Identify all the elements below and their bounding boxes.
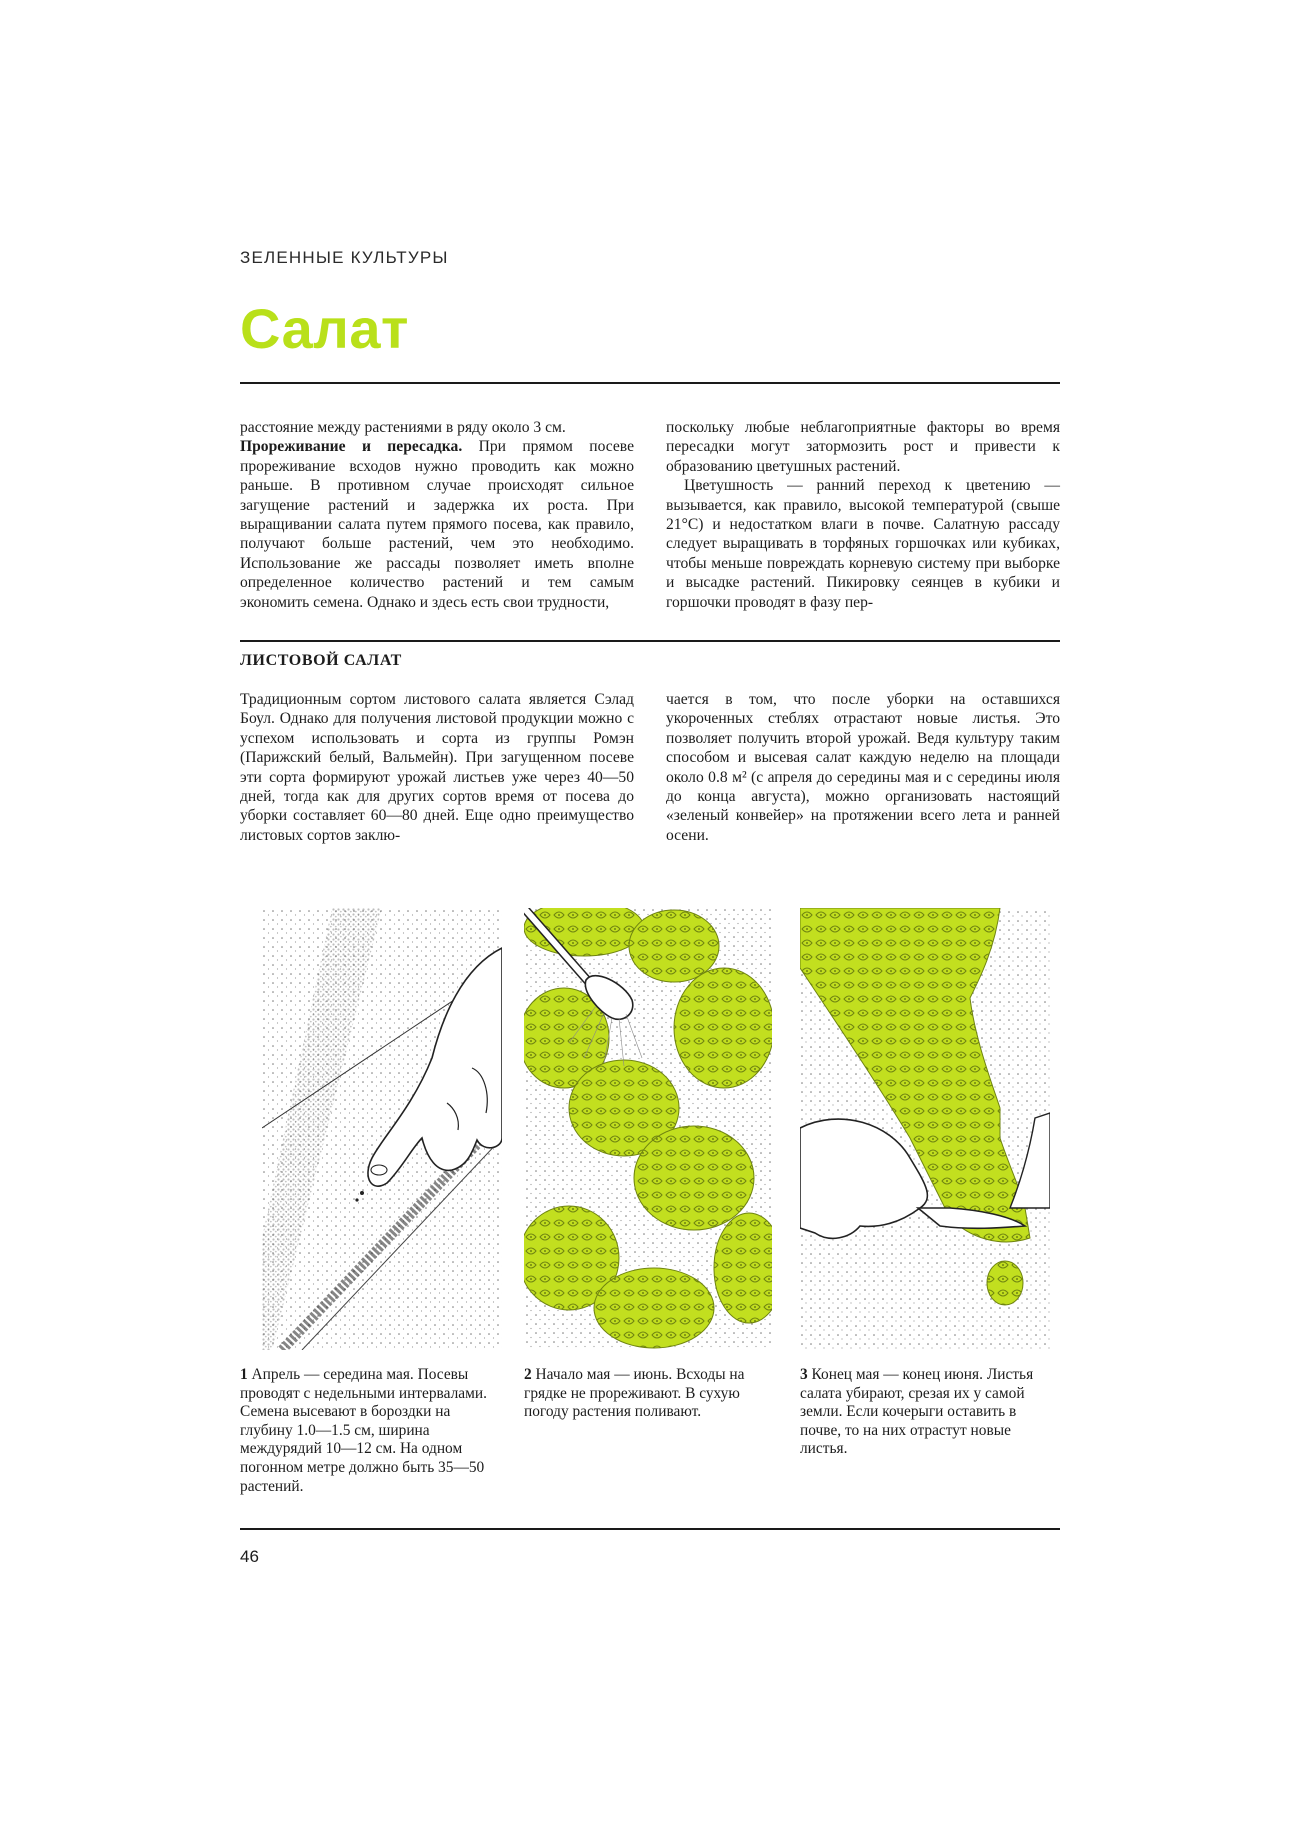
intro-right-column	[666, 418, 1060, 612]
section-heading: ЛИСТОВОЙ САЛАТ	[240, 652, 402, 669]
caption-1-number: 1	[240, 1366, 248, 1383]
caption-2-text: Начало мая — июнь. Всходы на грядке не прореживают. В сухую погоду растения поливают.	[524, 1366, 745, 1421]
caption-3	[800, 1366, 1050, 1459]
caption-1	[240, 1366, 490, 1496]
section-right-column	[666, 690, 1060, 845]
thinning-subheading: Прореживание и пересадка.	[240, 438, 463, 456]
intro-left-paragraph-1: расстояние между растениями в ряду около 3 см.	[240, 419, 566, 436]
section-right-paragraph: чается в том, что после уборки на оставшихся укороченных стеблях отрастают новые листья. Это позволяет получить второй урожай. Ведя культуру таким способом и высевая салат каждую неделю на площади около 0.8 м² (с апреля до середины мая и с середины июля до конца августа), можно организовать настоящий «зеленый конвейер» на протяжении всего лета и ранней осени.	[666, 691, 1060, 844]
section-left-paragraph: Традиционным сортом листового салата является Сэлад Боул. Однако для получения листовой продукции можно с успехом использовать и сорта из группы Ромэн (Парижский белый, Вальмейн). При загущенном посеве эти сорта формируют урожай листьев уже через 40—50 дней, тогда как для других сортов время от посева до уборки составляет 60—80 дней. Еще одно преимущество листовых сортов заклю-	[240, 691, 634, 844]
thinning-text: При прямом посеве прореживание всходов нужно проводить как можно раньше. В противном случае происходят сильное загущение растений и задержка их роста. При выращивании салата путем прямого посева, как правило, получают больше растений, чем это необходимо. Использование же рассады позволяет иметь вполне определенное количество растений и тем самым экономить семена. Однако и здесь есть свои трудности,	[240, 438, 634, 611]
illustration-harvest	[800, 908, 1050, 1350]
cut-stump	[987, 1261, 1023, 1305]
caption-3-text: Конец мая — конец июня. Листья салата убирают, срезая их у самой земли. Если кочерыги оставить в почве, то на них отрастут новые листья.	[800, 1366, 1034, 1458]
title-rule	[240, 382, 1060, 384]
illustration-sowing	[262, 908, 502, 1350]
section-label: ЗЕЛЕННЫЕ КУЛЬТУРЫ	[240, 248, 449, 267]
page-title: Салат	[240, 297, 409, 360]
intro-left-column	[240, 418, 634, 612]
caption-2-number: 2	[524, 1366, 532, 1383]
caption-1-text: Апрель — середина мая. Посевы проводят с недельными интервалами. Семена высевают в бороздки на глубину 1.0—1.5 см, ширина междурядий 10—12 см. На одном погонном метре должно быть 35—50 растений.	[240, 1366, 487, 1495]
section-rule	[240, 640, 1060, 642]
page-number: 46	[240, 1547, 259, 1566]
intro-right-paragraph-2: Цветушность — ранний переход к цветению — вызывается, как правило, высокой температурой (свыше 21°С) и недостатком влаги в почве. Салатную рассаду следует выращивать в торфяных горшочках или кубиках, чтобы меньше повреждать корневую систему при выборке и высадке растений. Пикировку сеянцев в кубики и горшочки проводят в фазу пер-	[666, 477, 1060, 611]
illustration-seedlings	[524, 908, 772, 1350]
caption-2	[524, 1366, 774, 1422]
caption-3-number: 3	[800, 1366, 808, 1383]
intro-left-paragraph-2	[240, 437, 634, 612]
section-left-column	[240, 690, 634, 845]
intro-right-paragraph-1: поскольку любые неблагоприятные факторы во время пересадки могут затормозить рост и привести к образованию цветушных растений.	[666, 419, 1060, 475]
footer-rule	[240, 1528, 1060, 1530]
